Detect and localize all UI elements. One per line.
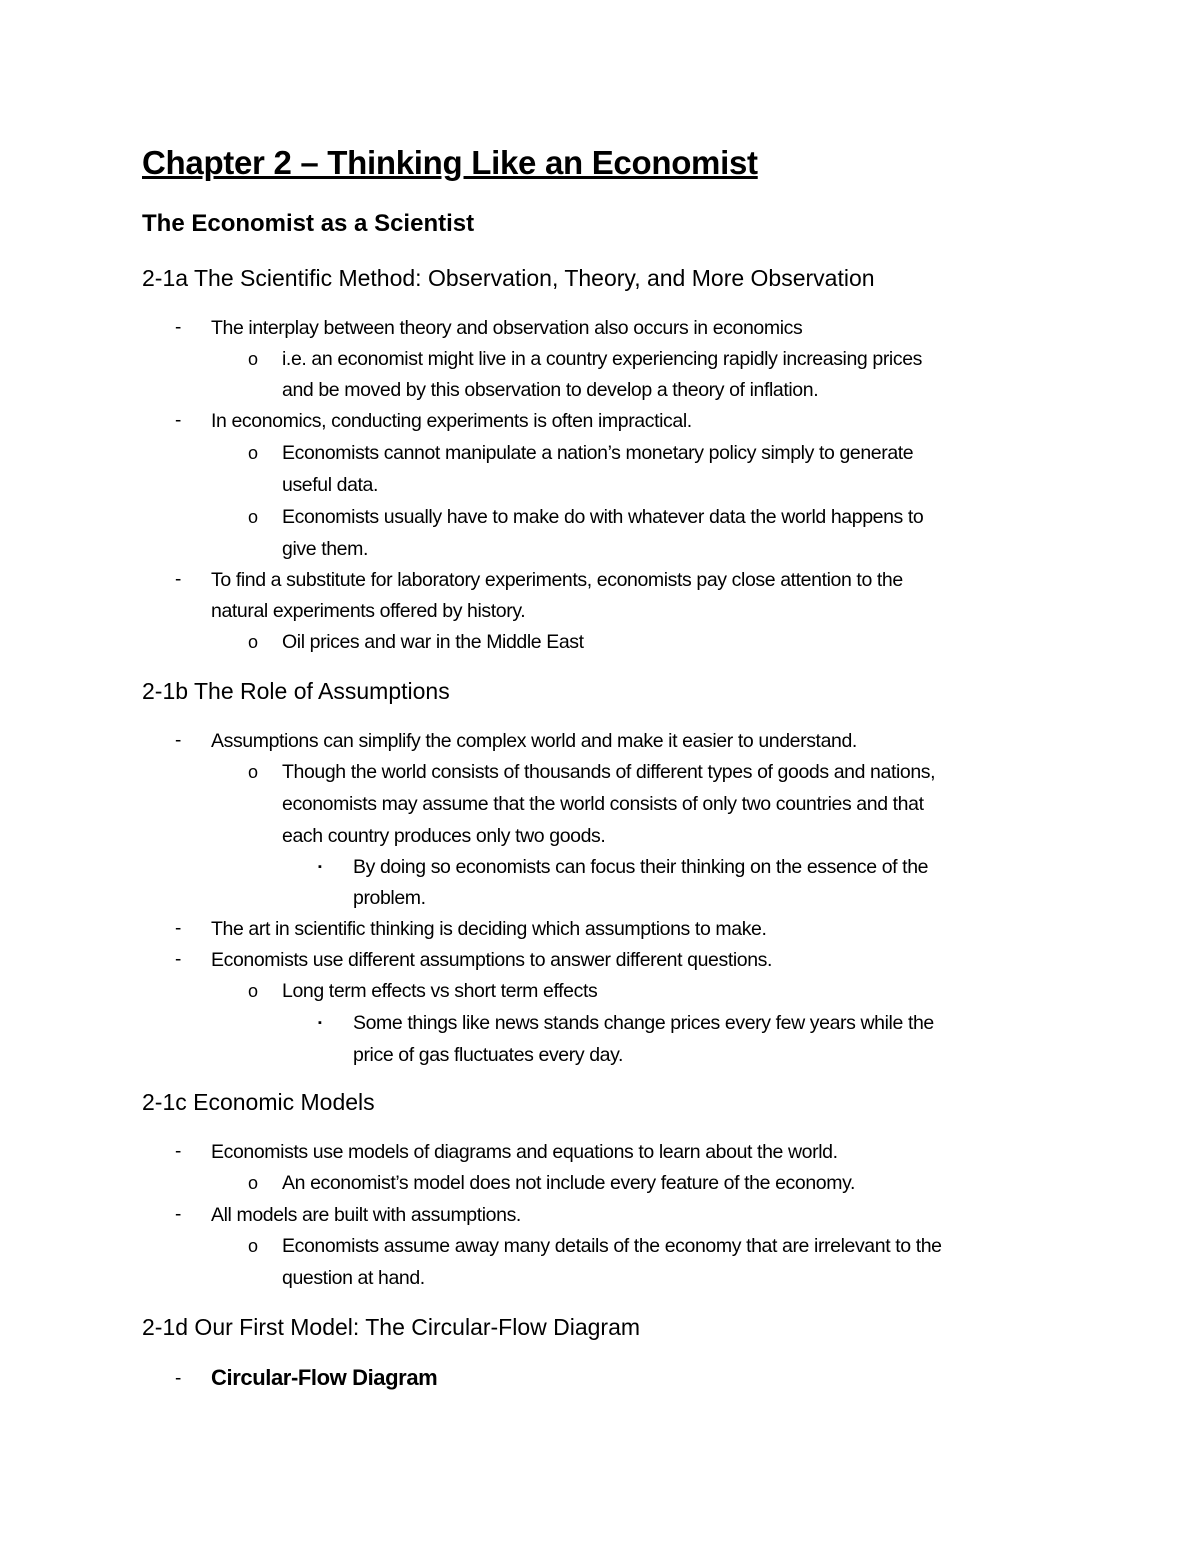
bullet-line: Though the world consists of thousands of different types of goods and nations, <box>282 761 936 783</box>
bullet-line-continuation: useful data. <box>282 474 379 496</box>
bullet-line-continuation: economists may assume that the world consists of only two countries and that <box>282 793 924 815</box>
subheading-2-1b: 2-1b The Role of Assumptions <box>142 678 450 704</box>
circle-bullet: o <box>248 981 259 1001</box>
circle-bullet: o <box>248 1173 259 1193</box>
section-title-text: The Economist as a Scientist <box>142 210 475 237</box>
dash-bullet: - <box>175 1368 182 1389</box>
dash-bullet: - <box>175 1204 182 1225</box>
bullet-line-continuation: question at hand. <box>282 1267 425 1289</box>
circle-bullet: o <box>248 507 259 527</box>
bullet-line: All models are built with assumptions. <box>211 1204 521 1226</box>
bullet-line: Economists use different assumptions to answer different questions. <box>211 949 773 971</box>
circle-bullet: o <box>248 443 259 463</box>
bullet-line: To find a substitute for laboratory experiments, economists pay close attention to the <box>211 569 903 591</box>
chapter-title: Chapter 2 – Thinking Like an Economist <box>142 144 758 181</box>
bullet-line-continuation: problem. <box>353 887 426 909</box>
bullet-line: Economists cannot manipulate a nation’s monetary policy simply to generate <box>282 442 914 464</box>
dash-bullet: - <box>175 949 182 970</box>
bullet-line: Economists use models of diagrams and equations to learn about the world. <box>211 1141 838 1163</box>
square-bullet: ▪ <box>318 1017 322 1029</box>
bullet-line: Economists assume away many details of the economy that are irrelevant to the <box>282 1235 942 1257</box>
bullet-line: Assumptions can simplify the complex world and make it easier to understand. <box>211 730 857 752</box>
bullet-line: An economist’s model does not include every feature of the economy. <box>282 1172 855 1194</box>
bullet-line: Long term effects vs short term effects <box>282 980 598 1002</box>
bullet-line: The art in scientific thinking is deciding which assumptions to make. <box>211 918 767 940</box>
bullet-line: i.e. an economist might live in a country experiencing rapidly increasing prices <box>282 348 922 370</box>
square-bullet: ▪ <box>318 861 322 873</box>
bullet-line: Economists usually have to make do with whatever data the world happens to <box>282 506 924 528</box>
bullet-line: By doing so economists can focus their thinking on the essence of the <box>353 856 929 878</box>
bullet-line: In economics, conducting experiments is often impractical. <box>211 410 692 432</box>
subheading-2-1a: 2-1a The Scientific Method: Observation, Theory, and More Observation <box>142 265 875 291</box>
bullet-line-continuation: natural experiments offered by history. <box>211 600 526 622</box>
bullet-line: Some things like news stands change prices every few years while the <box>353 1012 934 1034</box>
dash-bullet: - <box>175 410 182 431</box>
subheading-2-1d: 2-1d Our First Model: The Circular-Flow Diagram <box>142 1314 641 1340</box>
bullet-line-bold: Circular-Flow Diagram <box>211 1365 438 1390</box>
bullet-line: The interplay between theory and observation also occurs in economics <box>211 317 803 339</box>
circle-bullet: o <box>248 349 259 369</box>
bullet-line-continuation: and be moved by this observation to develop a theory of inflation. <box>282 379 819 401</box>
dash-bullet: - <box>175 317 182 338</box>
dash-bullet: - <box>175 569 182 590</box>
circle-bullet: o <box>248 632 259 652</box>
dash-bullet: - <box>175 730 182 751</box>
bullet-line-continuation: each country produces only two goods. <box>282 825 606 847</box>
section-title <box>142 210 474 238</box>
dash-bullet: - <box>175 1141 182 1162</box>
bullet-line-continuation: price of gas fluctuates every day. <box>353 1044 624 1066</box>
bullet-line: Oil prices and war in the Middle East <box>282 631 584 653</box>
subheading-2-1c: 2-1c Economic Models <box>142 1089 375 1115</box>
circle-bullet: o <box>248 762 259 782</box>
circle-bullet: o <box>248 1236 259 1256</box>
dash-bullet: - <box>175 918 182 939</box>
bullet-line-continuation: give them. <box>282 538 368 560</box>
